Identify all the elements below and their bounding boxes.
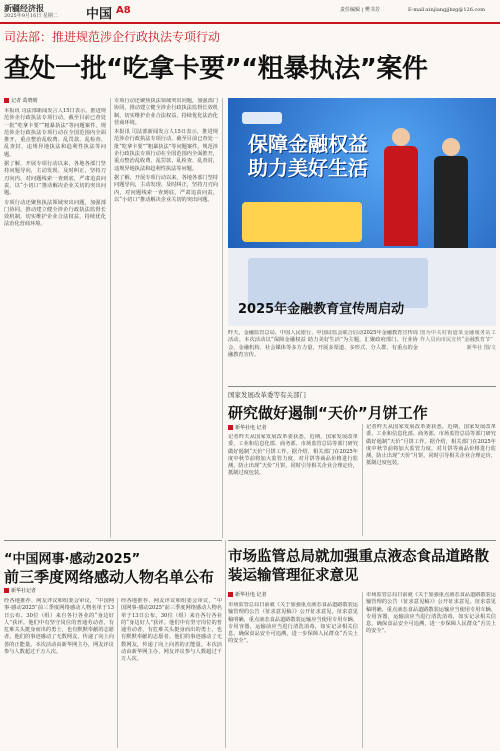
food-title: 市场监管总局就加强重点液态食品道路散装运输管理征求意见 [228, 549, 489, 584]
lead-paragraph: 本报讯 司法部新闻发言人15日表示，推进规范涉企行政执法专项行动，截至目前已查处一批“吃拿卡要”“粗暴执法”等问题案件。规范涉企行政执法专项行动在全国范围内全面推开，重点整治乱收费、乱罚款、乱检查、乱查封，违规异地执法和趋利性执法等问题。 [4, 108, 106, 158]
people-column-2: 经各地推荐、网友评议和组委会审议，“中国网事·感动2025”前三季度网络感动人物名单于13日公布。30位（组）来自各行各业的“身边好人”获评。他们中有坚守岗位的普通劳动者，有危难关头挺身而出的勇士，也有默默奉献的志愿者。他们的事迹感动了无数网友，传递了向上向善的正能量。本次活动由新华网主办，网友评议参与人数超过千万人次。 [121, 598, 222, 663]
photo-note-text: 图为中关村街道某金融服务站工作人员向市民宣传“金融教育节” [420, 330, 496, 344]
banner-logo-icon [242, 112, 282, 124]
masthead-paper-name: 新疆经济报 [4, 3, 44, 13]
page-number: A8 [116, 5, 131, 16]
food-byline [228, 592, 267, 598]
byline-marker-icon [4, 588, 9, 593]
lead-title: 查处一批“吃拿卡要”“粗暴执法”案件 [4, 54, 428, 84]
display-panel [242, 202, 362, 242]
mooncake-byline-text: 新华社电 记者 [235, 425, 267, 431]
masthead-date: 2025年9月16日 星期二 [4, 13, 58, 19]
mooncake-column-1: 记者昨天从国家发展改革委获悉，近期，国家发展改革委、工业和信息化部、商务部、市场监管总局等部门研究做好遏制“天价”月饼工作。据介绍，相关部门在2025年度中秋节前将加大监管力度，对月饼等商品价格进行监测，防止出现“天价”月饼，同时引导相关企业合理定价，抵制过度包装。 [228, 434, 358, 477]
people-column-1: 经各地推荐、网友评议和组委会审议，“中国网事·感动2025”前三季度网络感动人物名单于13日公布。30位（组）来自各行各业的“身边好人”获评。他们中有坚守岗位的普通劳动者，有危难关头挺身而出的勇士，也有默默奉献的志愿者。他们的事迹感动了无数网友，传递了向上向善的正能量。本次活动由新华网主办，网友评议参与人数超过千万人次。 [4, 598, 114, 656]
photo-credit: 新华社 图/文 [466, 344, 496, 351]
photo-caption-title: 2025年金融教育宣传周启动 [238, 302, 405, 317]
event-photo [228, 98, 496, 326]
photo-caption-text: 昨天，金融监管总局、中国人民银行、中国证监会联合启动2025年金融教育宣传周活动。本次活动以“保障金融权益 助力美好生活”为主题，汇聚政府部门、行业协会、金融机构、社会媒体等多方力量，开展多渠道、多形式、分人群、有重点的金融教育宣传。 [228, 330, 418, 358]
lead-paragraph: 据了解，开展专项行动以来，各地各部门坚持问题导向，主动发现、及时纠正，坚持刀刃向内，对问题线索一查到底，严肃追责问责，以“小切口”推动解决企业关切的突出问题。 [114, 174, 218, 203]
lead-paragraph: 专项行动还聚焦执法领域突出问题，加强部门协同，推动建立健全涉企行政执法监督长效机制，切实维护企业合法权益，持续优化法治化营商环境。 [4, 199, 106, 228]
lead-paragraph: 本报讯 司法部新闻发言人15日表示，推进规范涉企行政执法专项行动，截至目前已查处一批“吃拿卡要”“粗暴执法”等问题案件。规范涉企行政执法专项行动在全国范围内全面推开，重点整治乱收费、乱罚款、乱检查、乱查封，违规异地执法和趋利性执法等问题。 [114, 129, 218, 172]
lead-byline [4, 98, 38, 104]
lead-kicker: 司法部：推进规范涉企行政执法专项行动 [4, 30, 221, 44]
food-column-1: 市场监管总局日前就《关于加强重点液态食品道路散装运输管理的公告（征求意见稿）》公开征求意见。征求意见稿明确，重点液态食品道路散装运输应当使用专用车辆、专用容器，运输前应当进行清洗消毒，如实记录相关信息，确保食品安全可追溯，进一步保障人民群众“舌尖上的安全”。 [228, 602, 358, 645]
mooncake-column-2: 记者昨天从国家发展改革委获悉，近期，国家发展改革委、工业和信息化部、商务部、市场监管总局等部门研究做好遏制“天价”月饼工作。据介绍，相关部门在2025年度中秋节前将加大监管力度，对月饼等商品价格进行监测，防止出现“天价”月饼，同时引导相关企业合理定价，抵制过度包装。 [366, 424, 496, 467]
section-name: 中国 [86, 7, 113, 22]
presenter-figure [428, 138, 476, 250]
mooncake-label: 国家发展改革委等有关部门 [228, 391, 306, 399]
lead-column-1 [4, 108, 106, 528]
lead-byline-text: 记者 葛晓晴 [11, 98, 38, 104]
mooncake-title: 研究做好遏制“天价”月饼工作 [228, 404, 428, 422]
lead-paragraph: 据了解，开展专项行动以来，各地各部门坚持问题导向，主动发现、及时纠正，坚持刀刃向内，对问题线索一查到底，严肃追责问责，以“小切口”推动解决企业关切的突出问题。 [4, 161, 106, 197]
people-kicker: “中国网事·感动2025” [4, 552, 141, 567]
mooncake-byline [228, 425, 267, 431]
editor-credit: 责任编辑 | 樊书芳 [340, 7, 380, 13]
byline-marker-icon [228, 592, 233, 597]
food-byline-text: 新华社电 记者 [235, 592, 267, 598]
food-column-2: 市场监管总局日前就《关于加强重点液态食品道路散装运输管理的公告（征求意见稿）》公开征求意见。征求意见稿明确，重点液态食品道路散装运输应当使用专用车辆、专用容器，运输前应当进行清洗消毒，如实记录相关信息，确保食品安全可追溯，进一步保障人民群众“舌尖上的安全”。 [366, 592, 496, 635]
presenter-figure [378, 128, 426, 248]
photo-banner-text: 保障金融权益 助力美好生活 [248, 132, 368, 180]
editor-email: E-mail:xinjiangjjbzg@126.com [408, 7, 486, 13]
people-byline [4, 588, 36, 594]
photo-note [420, 330, 496, 382]
lead-paragraph: 专项行动还聚焦执法领域突出问题，加强部门协同，推动建立健全涉企行政执法监督长效机制，切实维护企业合法权益，持续优化法治化营商环境。 [114, 98, 218, 126]
lead-column-2 [114, 98, 218, 528]
byline-marker-icon [4, 98, 9, 103]
byline-marker-icon [228, 425, 233, 430]
people-byline-text: 新华社记者 [11, 588, 37, 594]
people-title: 前三季度网络感动人物名单公布 [4, 568, 215, 586]
masthead-rule [0, 22, 500, 24]
